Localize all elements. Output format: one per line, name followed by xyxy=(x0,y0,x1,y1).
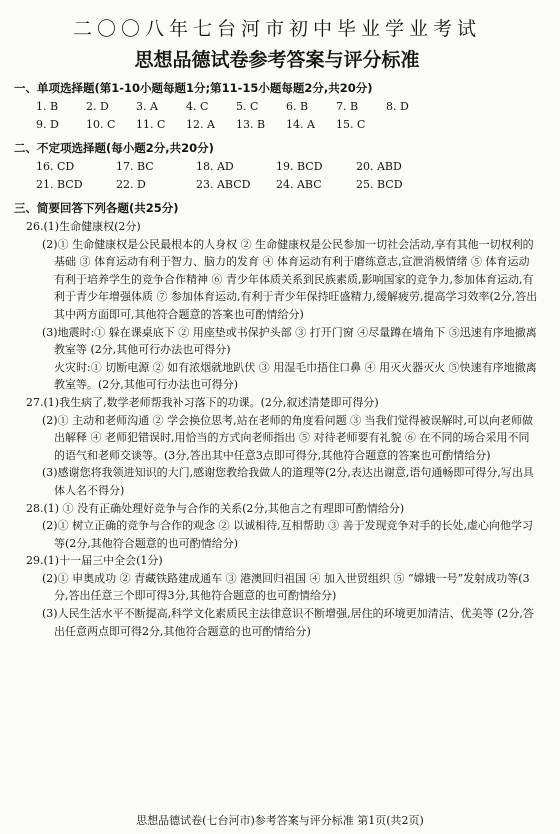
answer-row xyxy=(14,98,540,116)
q29-part1: 29.(1)十一届三中全会(1分) xyxy=(26,554,163,568)
section3-heading: 三、简要回答下列各题(共25分) xyxy=(14,201,179,215)
answer-cell: 25. BCD xyxy=(356,178,403,191)
answer-cell: 4. C xyxy=(186,100,209,113)
answer-cell: 8. D xyxy=(386,100,409,113)
q29-part2: (2)① 申奥成功 ② 青藏铁路建成通车 ③ 港澳回归祖国 ④ 加入世贸组织 ⑤ “嫦娥一号”发射成功等(3分,答出任意三个即可得3分,其他符合题意的也可酌情给分) xyxy=(42,571,530,603)
q27-part1: 27.(1)我生病了,数学老师帮我补习落下的功课。(2分,叙述清楚即可得分) xyxy=(26,395,379,409)
answer-cell: 6. B xyxy=(286,100,309,113)
answer-cell: 12. A xyxy=(186,118,215,131)
answer-cell: 9. D xyxy=(36,118,59,131)
answer-cell: 7. B xyxy=(336,100,359,113)
answer-row xyxy=(14,116,540,134)
document-title: 思想品德试卷参考答案与评分标准 xyxy=(134,49,420,71)
answer-cell: 1. B xyxy=(36,100,59,113)
q26-part3-earthquake: (3)地震时:① 躲在课桌底下 ② 用座垫或书保护头部 ③ 打开门窗 ④尽量蹲在墙角下 ⑤迅速有序地撤离教室等 (2分,其他可行办法也可得分) xyxy=(42,325,537,357)
answer-cell: 19. BCD xyxy=(276,160,323,173)
answer-row xyxy=(14,176,540,194)
answer-cell: 18. AD xyxy=(196,160,234,173)
q29-part3: (3)人民生活水平不断提高,科学文化素质民主法律意识不断增强,居住的环境更加清洁、优美等 (2分,答出任意两点即可得2分,其他符合题意的也可酌情给分) xyxy=(42,607,534,638)
answer-cell: 14. A xyxy=(286,118,315,131)
answer-cell: 11. C xyxy=(136,118,166,131)
answer-cell: 16. CD xyxy=(36,160,75,173)
answer-cell: 20. ABD xyxy=(356,160,402,173)
q27-part2: (2)① 主动和老师沟通 ② 学会换位思考,站在老师的角度看问题 ③ 当我们觉得被误解时,可以向老师做出解释 ④ 老师犯错误时,用恰当的方式向老师指出 ⑤ 对待老师要有礼貌 ⑥ 在不同的场合采用不同的语气和老师交谈等。(3分,答出其中任意3点即可得分,其他符合题意的答案也可酌情给分) xyxy=(42,413,534,462)
page-footer: 思想品德试卷(七台河市)参考答案与评分标准 第1页(共2页) xyxy=(136,814,424,827)
section1-heading: 一、单项选择题(第1-10小题每题1分;第11-15小题每题2分,共20分) xyxy=(14,81,373,95)
answer-cell: 23. ABCD xyxy=(196,178,251,191)
answer-cell: 21. BCD xyxy=(36,178,83,191)
answer-cell: 13. B xyxy=(236,118,266,131)
answer-cell: 22. D xyxy=(116,178,146,191)
answer-cell: 15. C xyxy=(336,118,366,131)
q26-part2: (2)① 生命健康权是公民最根本的人身权 ② 生命健康权是公民参加一切社会活动,享有其他一切权利的基础 ③ 体育运动有利于智力、脑力的发育 ④ 体育运动有利于磨练意志,宣泄消极情绪 ⑤ 体育运动有利于培养学生的竞争合作精神 ⑥ 青少年体质关系到民族素质,影响国家的竞争力,参加体育运动,有利于青少年增强体质 ⑦ 参加体育运动,有利于青少年保持旺盛精力,缓解疲劳,提高学习效率(2分,答出其中两方面即可,其他符合题意的答案也可酌情给分) xyxy=(42,237,538,321)
answer-cell: 17. BC xyxy=(116,160,154,173)
answer-cell: 3. A xyxy=(136,100,158,113)
section2-heading: 二、不定项选择题(每小题2分,共20分) xyxy=(14,141,214,155)
answer-cell: 10. C xyxy=(86,118,116,131)
q27-part3: (3)感谢您将我领进知识的大门,感谢您教给我做人的道理等(2分,表达出谢意,语句通畅即可得分,写出具体人名不得分) xyxy=(42,466,534,497)
answer-cell: 5. C xyxy=(236,100,259,113)
q28-part1: 28.(1) ① 没有正确处理好竞争与合作的关系(2分,其他言之有理即可酌情给分) xyxy=(26,501,405,515)
answer-cell: 2. D xyxy=(86,100,109,113)
answer-cell: 24. ABC xyxy=(276,178,322,191)
answer-row xyxy=(14,158,540,176)
q28-part2: (2)① 树立正确的竞争与合作的观念 ② 以诚相待,互相帮助 ③ 善于发现竞争对手的长处,虚心向他学习等(2分,其他符合题意的也可酌情给分) xyxy=(42,519,534,550)
q26-part1: 26.(1)生命健康权(2分) xyxy=(26,220,141,233)
q26-part3-fire: 火灾时:① 切断电源 ② 如有浓烟就地趴伏 ③ 用湿毛巾捂住口鼻 ④ 用灭火器灭火 ⑤快速有序地撤离教室等。(2分,其他可行办法也可得分) xyxy=(54,360,537,392)
exam-header: 二〇〇八年七台河市初中毕业学业考试 xyxy=(72,18,481,40)
